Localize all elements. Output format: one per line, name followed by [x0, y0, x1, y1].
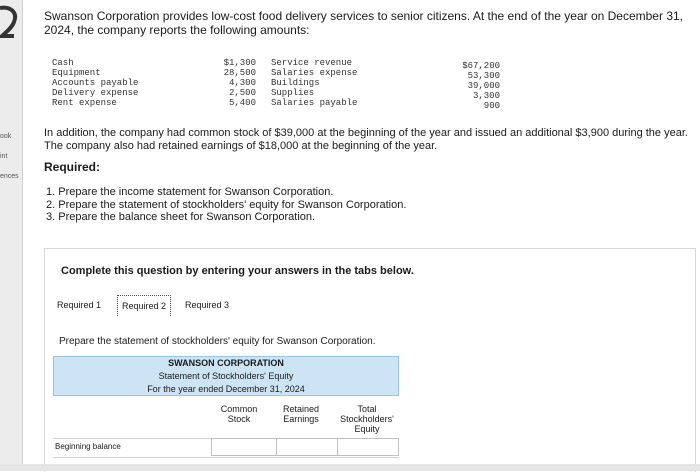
row-label: Beginning balance [55, 442, 121, 451]
amount-label: Rent expense [52, 98, 117, 108]
amount-label: Service revenue [271, 58, 353, 68]
required-heading: Required: [44, 160, 101, 174]
statement-title: Statement of Stockholders' Equity [158, 371, 294, 381]
amount-value: $1,300 [223, 58, 256, 68]
requirements-list [46, 186, 406, 224]
common-stock-input[interactable] [211, 438, 277, 456]
sidebar-edge [0, 0, 23, 471]
amount-label: Equipment [52, 68, 101, 78]
amount-label: Delivery expense [52, 88, 139, 98]
requirement-item: 3. Prepare the balance sheet for Swanson Corporation. [46, 211, 316, 223]
retained-earnings-input[interactable] [276, 438, 338, 456]
amount-value: 53,300 [467, 71, 500, 81]
amount-value: 4,300 [228, 78, 256, 88]
table-row [53, 438, 399, 458]
answer-panel [44, 248, 696, 472]
amount-label: Salaries expense [271, 68, 358, 78]
total-equity-input[interactable] [337, 438, 399, 456]
statement-table [53, 356, 399, 472]
amount-value: 39,000 [467, 81, 500, 91]
tab-required-2[interactable]: Required 2 [117, 295, 171, 316]
amount-value: 28,500 [223, 68, 256, 78]
amount-value: 5,400 [228, 98, 256, 108]
amount-label: Supplies [271, 88, 315, 98]
amount-value: 2,500 [228, 88, 256, 98]
tab-required-3[interactable]: Required 3 [185, 300, 230, 310]
statement-company: SWANSON CORPORATION [168, 358, 284, 368]
instruction-text: Complete this question by entering your answers in the tabs below. [61, 265, 414, 277]
amounts-table [52, 58, 504, 118]
amount-label: Buildings [271, 78, 320, 88]
amount-value: 3,300 [472, 91, 500, 101]
question-intro: Swanson Corporation provides low-cost food delivery services to senior citizens. At the end of the year on December 31, 2024, the company reports the following amounts: [44, 9, 683, 37]
amount-value: $67,200 [462, 61, 500, 71]
column-headers [53, 396, 399, 438]
tab-required-1[interactable]: Required 1 [57, 300, 102, 310]
requirement-item: 1. Prepare the income statement for Swanson Corporation. [46, 186, 334, 198]
amount-label: Accounts payable [52, 78, 139, 88]
sidebar-logo-fragment [0, 2, 18, 44]
sidebar-item-ook[interactable]: ook [0, 133, 12, 140]
column-header-retained-earnings: Retained Earnings [282, 404, 320, 424]
statement-period: For the year ended December 31, 2024 [147, 384, 305, 394]
additional-info: In addition, the company had common stock of $39,000 at the beginning of the year and issued an additional $3,900 during the year. The company also had retained earnings of $18,000 at the beginning of the year. [44, 127, 688, 152]
tab-prompt: Prepare the statement of stockholders' equity for Swanson Corporation. [59, 336, 376, 347]
amount-label: Cash [52, 58, 74, 68]
sidebar-item-ences[interactable]: ences [0, 173, 19, 180]
statement-header [53, 356, 399, 396]
sidebar-item-int[interactable]: int [0, 153, 8, 160]
bottom-scroll-strip [0, 464, 700, 471]
amount-value: 900 [483, 101, 500, 111]
column-header-total-equity: Total Stockholders' Equity [340, 404, 394, 434]
requirement-item: 2. Prepare the statement of stockholders' equity for Swanson Corporation. [46, 198, 407, 211]
amount-label: Salaries payable [271, 98, 358, 108]
column-header-common-stock: Common Stock [220, 404, 258, 424]
